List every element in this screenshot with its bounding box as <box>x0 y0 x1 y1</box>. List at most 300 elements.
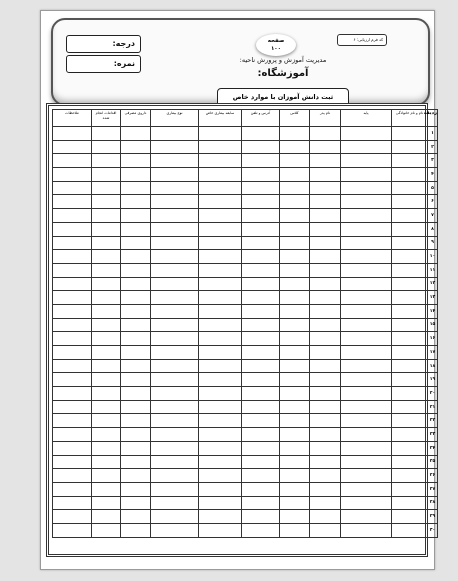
table-cell[interactable] <box>53 373 92 387</box>
table-cell[interactable] <box>121 332 151 346</box>
table-cell[interactable] <box>310 332 341 346</box>
table-cell[interactable] <box>92 168 121 182</box>
table-cell[interactable] <box>199 441 242 455</box>
table-cell[interactable] <box>151 496 199 510</box>
table-cell[interactable] <box>341 441 392 455</box>
table-cell[interactable] <box>151 236 199 250</box>
table-cell[interactable] <box>310 127 341 141</box>
table-cell[interactable] <box>280 346 310 360</box>
table-cell[interactable] <box>242 154 280 168</box>
table-cell[interactable] <box>242 304 280 318</box>
table-cell[interactable] <box>341 510 392 524</box>
table-cell[interactable] <box>199 195 242 209</box>
table-cell[interactable] <box>199 154 242 168</box>
table-cell[interactable] <box>341 236 392 250</box>
table-cell[interactable] <box>280 236 310 250</box>
table-cell[interactable] <box>151 263 199 277</box>
table-cell[interactable] <box>199 291 242 305</box>
table-cell[interactable] <box>151 400 199 414</box>
table-cell[interactable] <box>341 209 392 223</box>
table-cell[interactable] <box>92 277 121 291</box>
table-cell[interactable] <box>53 127 92 141</box>
table-cell[interactable] <box>280 455 310 469</box>
table-cell[interactable] <box>392 250 428 264</box>
table-cell[interactable] <box>310 168 341 182</box>
table-cell[interactable] <box>151 359 199 373</box>
table-cell[interactable] <box>242 127 280 141</box>
table-cell[interactable] <box>92 455 121 469</box>
table-cell[interactable] <box>121 346 151 360</box>
table-cell[interactable] <box>392 441 428 455</box>
table-cell[interactable] <box>392 414 428 428</box>
table-cell[interactable] <box>151 455 199 469</box>
table-cell[interactable] <box>392 318 428 332</box>
table-cell[interactable] <box>151 373 199 387</box>
table-cell[interactable] <box>392 469 428 483</box>
table-cell[interactable] <box>310 263 341 277</box>
table-cell[interactable] <box>199 168 242 182</box>
table-cell[interactable] <box>341 359 392 373</box>
table-cell[interactable] <box>310 195 341 209</box>
table-cell[interactable] <box>341 140 392 154</box>
table-cell[interactable] <box>199 400 242 414</box>
table-cell[interactable] <box>392 455 428 469</box>
table-cell[interactable] <box>151 277 199 291</box>
table-cell[interactable] <box>242 332 280 346</box>
table-cell[interactable] <box>199 318 242 332</box>
table-cell[interactable] <box>199 222 242 236</box>
table-cell[interactable] <box>121 140 151 154</box>
table-cell[interactable] <box>199 209 242 223</box>
table-cell[interactable] <box>53 455 92 469</box>
table-cell[interactable] <box>310 414 341 428</box>
table-cell[interactable] <box>151 387 199 401</box>
table-cell[interactable] <box>392 181 428 195</box>
table-cell[interactable] <box>53 510 92 524</box>
table-cell[interactable] <box>341 263 392 277</box>
table-cell[interactable] <box>121 250 151 264</box>
table-cell[interactable] <box>92 510 121 524</box>
table-cell[interactable] <box>92 154 121 168</box>
table-cell[interactable] <box>341 277 392 291</box>
table-cell[interactable] <box>280 318 310 332</box>
table-cell[interactable] <box>392 428 428 442</box>
table-cell[interactable] <box>53 304 92 318</box>
table-cell[interactable] <box>121 428 151 442</box>
table-cell[interactable] <box>199 482 242 496</box>
table-cell[interactable] <box>121 127 151 141</box>
table-cell[interactable] <box>341 373 392 387</box>
table-cell[interactable] <box>310 428 341 442</box>
table-cell[interactable] <box>392 291 428 305</box>
table-cell[interactable] <box>92 222 121 236</box>
table-cell[interactable] <box>92 496 121 510</box>
table-cell[interactable] <box>199 263 242 277</box>
table-cell[interactable] <box>280 400 310 414</box>
table-cell[interactable] <box>280 482 310 496</box>
table-cell[interactable] <box>121 181 151 195</box>
table-cell[interactable] <box>121 154 151 168</box>
table-cell[interactable] <box>341 168 392 182</box>
table-cell[interactable] <box>310 373 341 387</box>
table-cell[interactable] <box>151 441 199 455</box>
table-cell[interactable] <box>121 414 151 428</box>
table-cell[interactable] <box>242 523 280 537</box>
table-cell[interactable] <box>310 359 341 373</box>
table-cell[interactable] <box>280 304 310 318</box>
table-cell[interactable] <box>199 250 242 264</box>
table-cell[interactable] <box>341 154 392 168</box>
table-cell[interactable] <box>280 414 310 428</box>
table-cell[interactable] <box>280 250 310 264</box>
table-cell[interactable] <box>392 127 428 141</box>
table-cell[interactable] <box>310 209 341 223</box>
table-cell[interactable] <box>310 291 341 305</box>
table-cell[interactable] <box>121 400 151 414</box>
table-cell[interactable] <box>392 277 428 291</box>
table-cell[interactable] <box>280 523 310 537</box>
table-cell[interactable] <box>53 318 92 332</box>
table-cell[interactable] <box>310 400 341 414</box>
table-cell[interactable] <box>392 510 428 524</box>
table-cell[interactable] <box>310 318 341 332</box>
table-cell[interactable] <box>92 195 121 209</box>
table-cell[interactable] <box>53 195 92 209</box>
table-cell[interactable] <box>392 304 428 318</box>
table-cell[interactable] <box>280 222 310 236</box>
table-cell[interactable] <box>199 140 242 154</box>
table-cell[interactable] <box>199 181 242 195</box>
table-cell[interactable] <box>53 469 92 483</box>
table-cell[interactable] <box>151 414 199 428</box>
table-cell[interactable] <box>280 469 310 483</box>
table-cell[interactable] <box>199 414 242 428</box>
table-cell[interactable] <box>92 236 121 250</box>
table-cell[interactable] <box>92 482 121 496</box>
table-cell[interactable] <box>199 346 242 360</box>
table-cell[interactable] <box>310 482 341 496</box>
table-cell[interactable] <box>310 496 341 510</box>
table-cell[interactable] <box>151 482 199 496</box>
table-cell[interactable] <box>341 332 392 346</box>
table-cell[interactable] <box>392 236 428 250</box>
table-cell[interactable] <box>392 154 428 168</box>
table-cell[interactable] <box>392 140 428 154</box>
table-cell[interactable] <box>121 291 151 305</box>
table-cell[interactable] <box>242 168 280 182</box>
table-cell[interactable] <box>92 332 121 346</box>
table-cell[interactable] <box>242 400 280 414</box>
table-cell[interactable] <box>92 291 121 305</box>
table-cell[interactable] <box>199 277 242 291</box>
table-cell[interactable] <box>392 168 428 182</box>
table-cell[interactable] <box>151 209 199 223</box>
table-cell[interactable] <box>92 250 121 264</box>
table-cell[interactable] <box>199 387 242 401</box>
table-cell[interactable] <box>341 387 392 401</box>
table-cell[interactable] <box>199 496 242 510</box>
table-cell[interactable] <box>53 250 92 264</box>
table-cell[interactable] <box>151 523 199 537</box>
score-field[interactable] <box>66 55 141 73</box>
table-cell[interactable] <box>151 140 199 154</box>
table-cell[interactable] <box>310 181 341 195</box>
table-cell[interactable] <box>310 346 341 360</box>
table-cell[interactable] <box>341 250 392 264</box>
table-cell[interactable] <box>280 496 310 510</box>
table-cell[interactable] <box>242 318 280 332</box>
table-cell[interactable] <box>53 140 92 154</box>
table-cell[interactable] <box>121 195 151 209</box>
table-cell[interactable] <box>121 496 151 510</box>
table-cell[interactable] <box>280 428 310 442</box>
table-cell[interactable] <box>92 428 121 442</box>
table-cell[interactable] <box>280 154 310 168</box>
table-cell[interactable] <box>392 222 428 236</box>
table-cell[interactable] <box>151 250 199 264</box>
table-cell[interactable] <box>199 455 242 469</box>
table-cell[interactable] <box>53 209 92 223</box>
table-cell[interactable] <box>151 168 199 182</box>
table-cell[interactable] <box>92 414 121 428</box>
table-cell[interactable] <box>121 510 151 524</box>
table-cell[interactable] <box>310 277 341 291</box>
table-cell[interactable] <box>392 195 428 209</box>
table-cell[interactable] <box>280 263 310 277</box>
table-cell[interactable] <box>310 510 341 524</box>
table-cell[interactable] <box>151 127 199 141</box>
table-cell[interactable] <box>341 469 392 483</box>
table-cell[interactable] <box>392 209 428 223</box>
table-cell[interactable] <box>151 469 199 483</box>
table-cell[interactable] <box>53 332 92 346</box>
table-cell[interactable] <box>242 181 280 195</box>
table-cell[interactable] <box>280 195 310 209</box>
table-cell[interactable] <box>199 510 242 524</box>
table-cell[interactable] <box>121 304 151 318</box>
table-cell[interactable] <box>92 346 121 360</box>
table-cell[interactable] <box>121 387 151 401</box>
table-cell[interactable] <box>121 441 151 455</box>
table-cell[interactable] <box>121 359 151 373</box>
table-cell[interactable] <box>199 236 242 250</box>
table-cell[interactable] <box>341 414 392 428</box>
table-cell[interactable] <box>392 387 428 401</box>
table-cell[interactable] <box>53 387 92 401</box>
table-cell[interactable] <box>199 428 242 442</box>
table-cell[interactable] <box>310 304 341 318</box>
table-cell[interactable] <box>199 373 242 387</box>
table-cell[interactable] <box>92 373 121 387</box>
table-cell[interactable] <box>151 318 199 332</box>
table-cell[interactable] <box>92 140 121 154</box>
table-cell[interactable] <box>92 181 121 195</box>
table-cell[interactable] <box>121 168 151 182</box>
table-cell[interactable] <box>310 455 341 469</box>
table-cell[interactable] <box>280 209 310 223</box>
table-cell[interactable] <box>341 304 392 318</box>
table-cell[interactable] <box>242 373 280 387</box>
table-cell[interactable] <box>392 400 428 414</box>
table-cell[interactable] <box>121 209 151 223</box>
table-cell[interactable] <box>242 455 280 469</box>
table-cell[interactable] <box>242 346 280 360</box>
table-cell[interactable] <box>53 428 92 442</box>
table-cell[interactable] <box>199 127 242 141</box>
table-cell[interactable] <box>92 359 121 373</box>
table-cell[interactable] <box>392 496 428 510</box>
table-cell[interactable] <box>121 469 151 483</box>
table-cell[interactable] <box>341 428 392 442</box>
table-cell[interactable] <box>53 359 92 373</box>
table-cell[interactable] <box>242 428 280 442</box>
table-cell[interactable] <box>341 482 392 496</box>
table-cell[interactable] <box>53 523 92 537</box>
table-cell[interactable] <box>280 441 310 455</box>
table-cell[interactable] <box>280 181 310 195</box>
table-cell[interactable] <box>341 455 392 469</box>
table-cell[interactable] <box>92 304 121 318</box>
table-cell[interactable] <box>151 154 199 168</box>
table-cell[interactable] <box>341 291 392 305</box>
table-cell[interactable] <box>242 482 280 496</box>
table-cell[interactable] <box>53 496 92 510</box>
table-cell[interactable] <box>280 168 310 182</box>
table-cell[interactable] <box>341 523 392 537</box>
table-cell[interactable] <box>280 277 310 291</box>
table-cell[interactable] <box>341 346 392 360</box>
table-cell[interactable] <box>310 387 341 401</box>
table-cell[interactable] <box>92 127 121 141</box>
table-cell[interactable] <box>199 469 242 483</box>
table-cell[interactable] <box>242 222 280 236</box>
table-cell[interactable] <box>242 469 280 483</box>
table-cell[interactable] <box>310 469 341 483</box>
table-cell[interactable] <box>242 414 280 428</box>
table-cell[interactable] <box>53 236 92 250</box>
table-cell[interactable] <box>121 277 151 291</box>
table-cell[interactable] <box>242 236 280 250</box>
table-cell[interactable] <box>151 510 199 524</box>
table-cell[interactable] <box>242 263 280 277</box>
table-cell[interactable] <box>92 400 121 414</box>
table-cell[interactable] <box>121 222 151 236</box>
table-cell[interactable] <box>121 482 151 496</box>
table-cell[interactable] <box>280 140 310 154</box>
table-cell[interactable] <box>92 387 121 401</box>
table-cell[interactable] <box>92 318 121 332</box>
table-cell[interactable] <box>310 154 341 168</box>
table-cell[interactable] <box>151 195 199 209</box>
table-cell[interactable] <box>310 236 341 250</box>
table-cell[interactable] <box>53 154 92 168</box>
table-cell[interactable] <box>280 359 310 373</box>
table-cell[interactable] <box>121 236 151 250</box>
table-cell[interactable] <box>280 332 310 346</box>
table-cell[interactable] <box>310 222 341 236</box>
table-cell[interactable] <box>53 441 92 455</box>
table-cell[interactable] <box>121 263 151 277</box>
table-cell[interactable] <box>53 346 92 360</box>
table-cell[interactable] <box>199 359 242 373</box>
table-cell[interactable] <box>53 168 92 182</box>
table-cell[interactable] <box>151 181 199 195</box>
table-cell[interactable] <box>121 373 151 387</box>
table-cell[interactable] <box>199 332 242 346</box>
table-cell[interactable] <box>53 291 92 305</box>
table-cell[interactable] <box>151 346 199 360</box>
table-cell[interactable] <box>242 250 280 264</box>
table-cell[interactable] <box>121 523 151 537</box>
table-cell[interactable] <box>310 523 341 537</box>
table-cell[interactable] <box>151 304 199 318</box>
table-cell[interactable] <box>199 523 242 537</box>
table-cell[interactable] <box>392 263 428 277</box>
table-cell[interactable] <box>92 263 121 277</box>
table-cell[interactable] <box>242 291 280 305</box>
table-cell[interactable] <box>392 332 428 346</box>
table-cell[interactable] <box>151 291 199 305</box>
table-cell[interactable] <box>341 181 392 195</box>
table-cell[interactable] <box>242 209 280 223</box>
table-cell[interactable] <box>242 359 280 373</box>
table-cell[interactable] <box>341 127 392 141</box>
table-cell[interactable] <box>151 332 199 346</box>
table-cell[interactable] <box>151 428 199 442</box>
table-cell[interactable] <box>280 127 310 141</box>
table-cell[interactable] <box>341 400 392 414</box>
table-cell[interactable] <box>242 387 280 401</box>
table-cell[interactable] <box>242 496 280 510</box>
table-cell[interactable] <box>242 140 280 154</box>
table-cell[interactable] <box>53 414 92 428</box>
table-cell[interactable] <box>310 250 341 264</box>
table-cell[interactable] <box>92 441 121 455</box>
table-cell[interactable] <box>121 455 151 469</box>
table-cell[interactable] <box>392 359 428 373</box>
table-cell[interactable] <box>392 373 428 387</box>
table-cell[interactable] <box>341 496 392 510</box>
table-cell[interactable] <box>53 222 92 236</box>
table-cell[interactable] <box>341 222 392 236</box>
table-cell[interactable] <box>199 304 242 318</box>
table-cell[interactable] <box>92 209 121 223</box>
table-cell[interactable] <box>53 482 92 496</box>
table-cell[interactable] <box>341 318 392 332</box>
table-cell[interactable] <box>341 195 392 209</box>
table-cell[interactable] <box>53 277 92 291</box>
table-cell[interactable] <box>242 277 280 291</box>
table-cell[interactable] <box>53 400 92 414</box>
table-cell[interactable] <box>121 318 151 332</box>
table-cell[interactable] <box>392 523 428 537</box>
table-cell[interactable] <box>53 181 92 195</box>
table-cell[interactable] <box>92 523 121 537</box>
table-cell[interactable] <box>310 441 341 455</box>
table-cell[interactable] <box>92 469 121 483</box>
grade-field[interactable] <box>66 35 141 53</box>
table-cell[interactable] <box>53 263 92 277</box>
table-cell[interactable] <box>242 510 280 524</box>
table-cell[interactable] <box>242 195 280 209</box>
table-cell[interactable] <box>280 291 310 305</box>
table-cell[interactable] <box>151 222 199 236</box>
table-cell[interactable] <box>392 346 428 360</box>
table-cell[interactable] <box>280 373 310 387</box>
table-cell[interactable] <box>242 441 280 455</box>
table-cell[interactable] <box>280 387 310 401</box>
table-cell[interactable] <box>310 140 341 154</box>
